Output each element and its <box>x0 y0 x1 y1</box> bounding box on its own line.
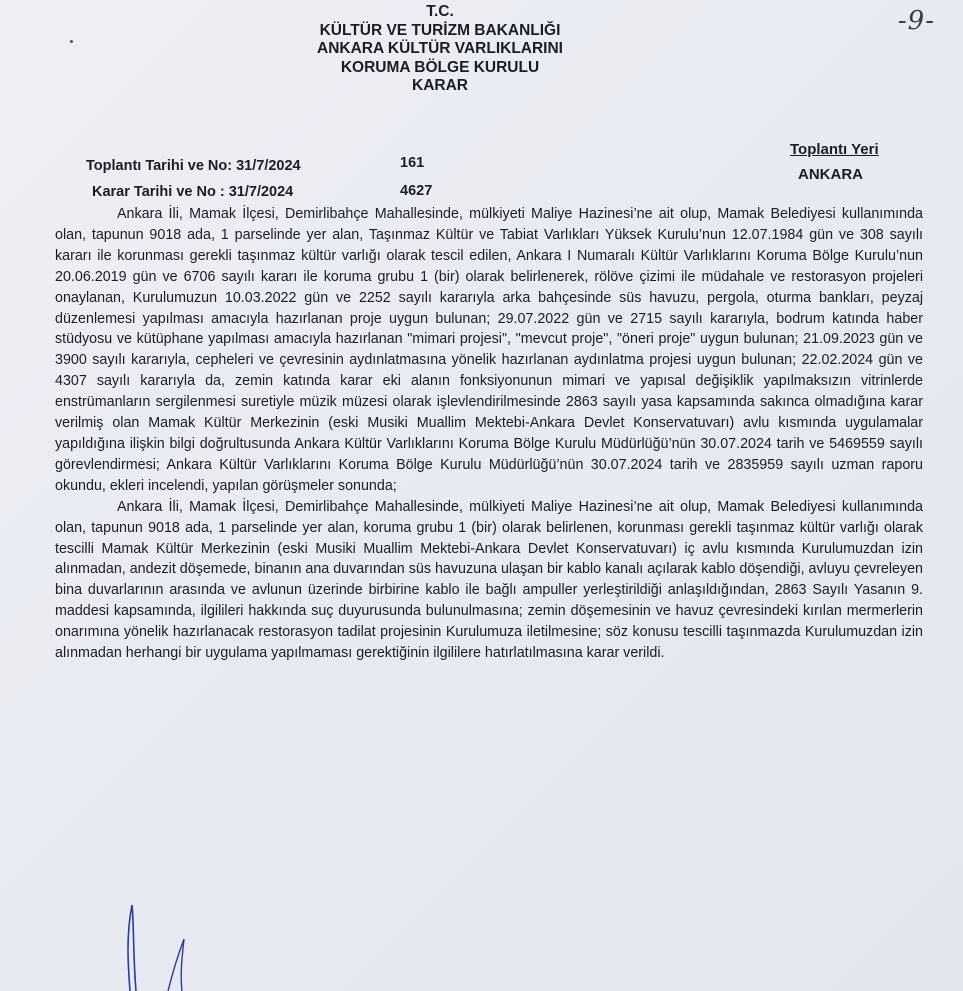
decision-number: 4627 <box>400 183 433 199</box>
header-line-ministry: KÜLTÜR VE TURİZM BAKANLIĞI <box>319 21 561 39</box>
header-line-tc: T.C. <box>426 3 454 20</box>
signature-mark <box>108 895 218 991</box>
document-header <box>250 3 630 96</box>
meeting-place-value: ANKARA <box>798 166 863 183</box>
body-paragraph-2: Ankara İli, Mamak İlçesi, Demirlibahçe Mahallesinde, mülkiyeti Maliye Hazinesi’ne ait olup, Mamak Belediyesi kullanımında olan, tapunun 9018 ada, 1 parselinde yer alan, koruma grubu 1 (bir) olarak belirlenen, korunması gerekli taşınmaz kültür varlığı olarak tescilli Mamak Kültür Merkezinin (eski Musiki Muallim Mektebi-Ankara Devlet Konservatuvarı) iç avlu kısmında Kurulumuzdan izin alınmadan, andezit döşemede, binanın ana duvarından süs havuzuna ulaşan bir kablo kanalı açılarak kablo döşendiği, avluyu çevreleyen bina duvarlarının arasında ve avlunun üzerinde birbirine kablo ile bağlı ampuller yerleştirildiği anlaşıldığından, 2863 Sayılı Yasanın 9. maddesi kapsamında, ilgilileri hakkında suç duyurusunda bulunulmasına; zemin döşemesinin ve havuz çevresindeki kırılan mermerlerin onarımına yönelik hazırlanacak restorasyon tadilat projesinin Kurulumuza iletilmesine; söz konusu tescilli taşınmazda Kurulumuzdan izin alınmadan herhangi bir uygulama yapılmaması gerektiğinin ilgililere hatırlatılmasına karar verildi. <box>55 498 923 662</box>
header-line-karar: KARAR <box>412 77 468 94</box>
body-paragraph-1: Ankara İli, Mamak İlçesi, Demirlibahçe Mahallesinde, mülkiyeti Maliye Hazinesi’ne ait olup, Mamak Belediyesi kullanımında olan, tapunun 9018 ada, 1 parselinde yer alan, Taşınmaz Kültür ve Tabiat Varlıkları Yüksek Kurulu’nun 12.07.1984 gün ve 308 sayılı kararı ile korunması gerekli taşınmaz kültür varlığı olarak tescil edilen, Ankara I Numaralı Kültür Varlıklarını Koruma Bölge Kurulu’nun 20.06.2019 gün ve 6706 sayılı kararı ile koruma grubu 1 (bir) olarak belirlenerek, rölöve çizimi ile müdahale ve restorasyon projeleri onaylanan, Kurulumuzun 10.03.2022 gün ve 2252 sayılı kararıyla arka bahçesinde süs havuzu, pergola, oturma bankları, peyzaj düzenlemesi yapılması amacıyla hazırlanan proje uygun bulunan; 29.07.2022 gün ve 2715 sayılı kararıyla, bodrum katında haber stüdyosu ve kütüphane yapılması amacıyla hazırlanan "mimari projesi", "mevcut proje", "öneri proje" uygun bulunan; 21.09.2023 gün ve 3900 sayılı kararıyla, cepheleri ve çevresinin aydınlatmasına yönelik hazırlanan aydınlatma projesi uygun bulunan; 22.02.2024 gün ve 4307 sayılı kararıyla da, zemin katında karar eki alanın fonksiyonunun mimari ve yapısal değişiklik yapılmaksızın vitrinlerde enstrümanların sergilenmesi suretiyle müzik müzesi olarak işlevlendirilmesinde 2863 sayılı yasa kapsamında sakınca olmadığına karar verilmiş olan Mamak Kültür Merkezinin (eski Musiki Muallim Mektebi-Ankara Devlet Konservatuvarı) avlu kısmında uygulamalar yapıldığına ilişkin bilgi doğrultusunda Ankara Kültür Varlıklarını Koruma Bölge Kurulu Müdürlüğü’nün 30.07.2024 tarih ve 5469559 sayılı görevlendirmesi; Ankara Kültür Varlıklarını Koruma Bölge Kurulu Müdürlüğü’nün 30.07.2024 tarih ve 2835959 sayılı uzman raporu okundu, ekleri incelendi, yapılan görüşmeler sonunda; <box>55 206 923 494</box>
meeting-date-label: Toplantı Tarihi ve No: 31/7/2024 <box>86 158 301 174</box>
decision-date-label: Karar Tarihi ve No : 31/7/2024 <box>92 184 294 200</box>
punch-mark <box>70 40 73 43</box>
handwritten-page-number: -9- <box>897 6 935 36</box>
header-line-board: KORUMA BÖLGE KURULU <box>340 58 540 76</box>
meeting-place-label: Toplantı Yeri <box>790 141 879 158</box>
decision-body <box>55 204 923 664</box>
meeting-number: 161 <box>400 155 425 171</box>
header-line-region: ANKARA KÜLTÜR VARLIKLARINI <box>317 40 563 57</box>
